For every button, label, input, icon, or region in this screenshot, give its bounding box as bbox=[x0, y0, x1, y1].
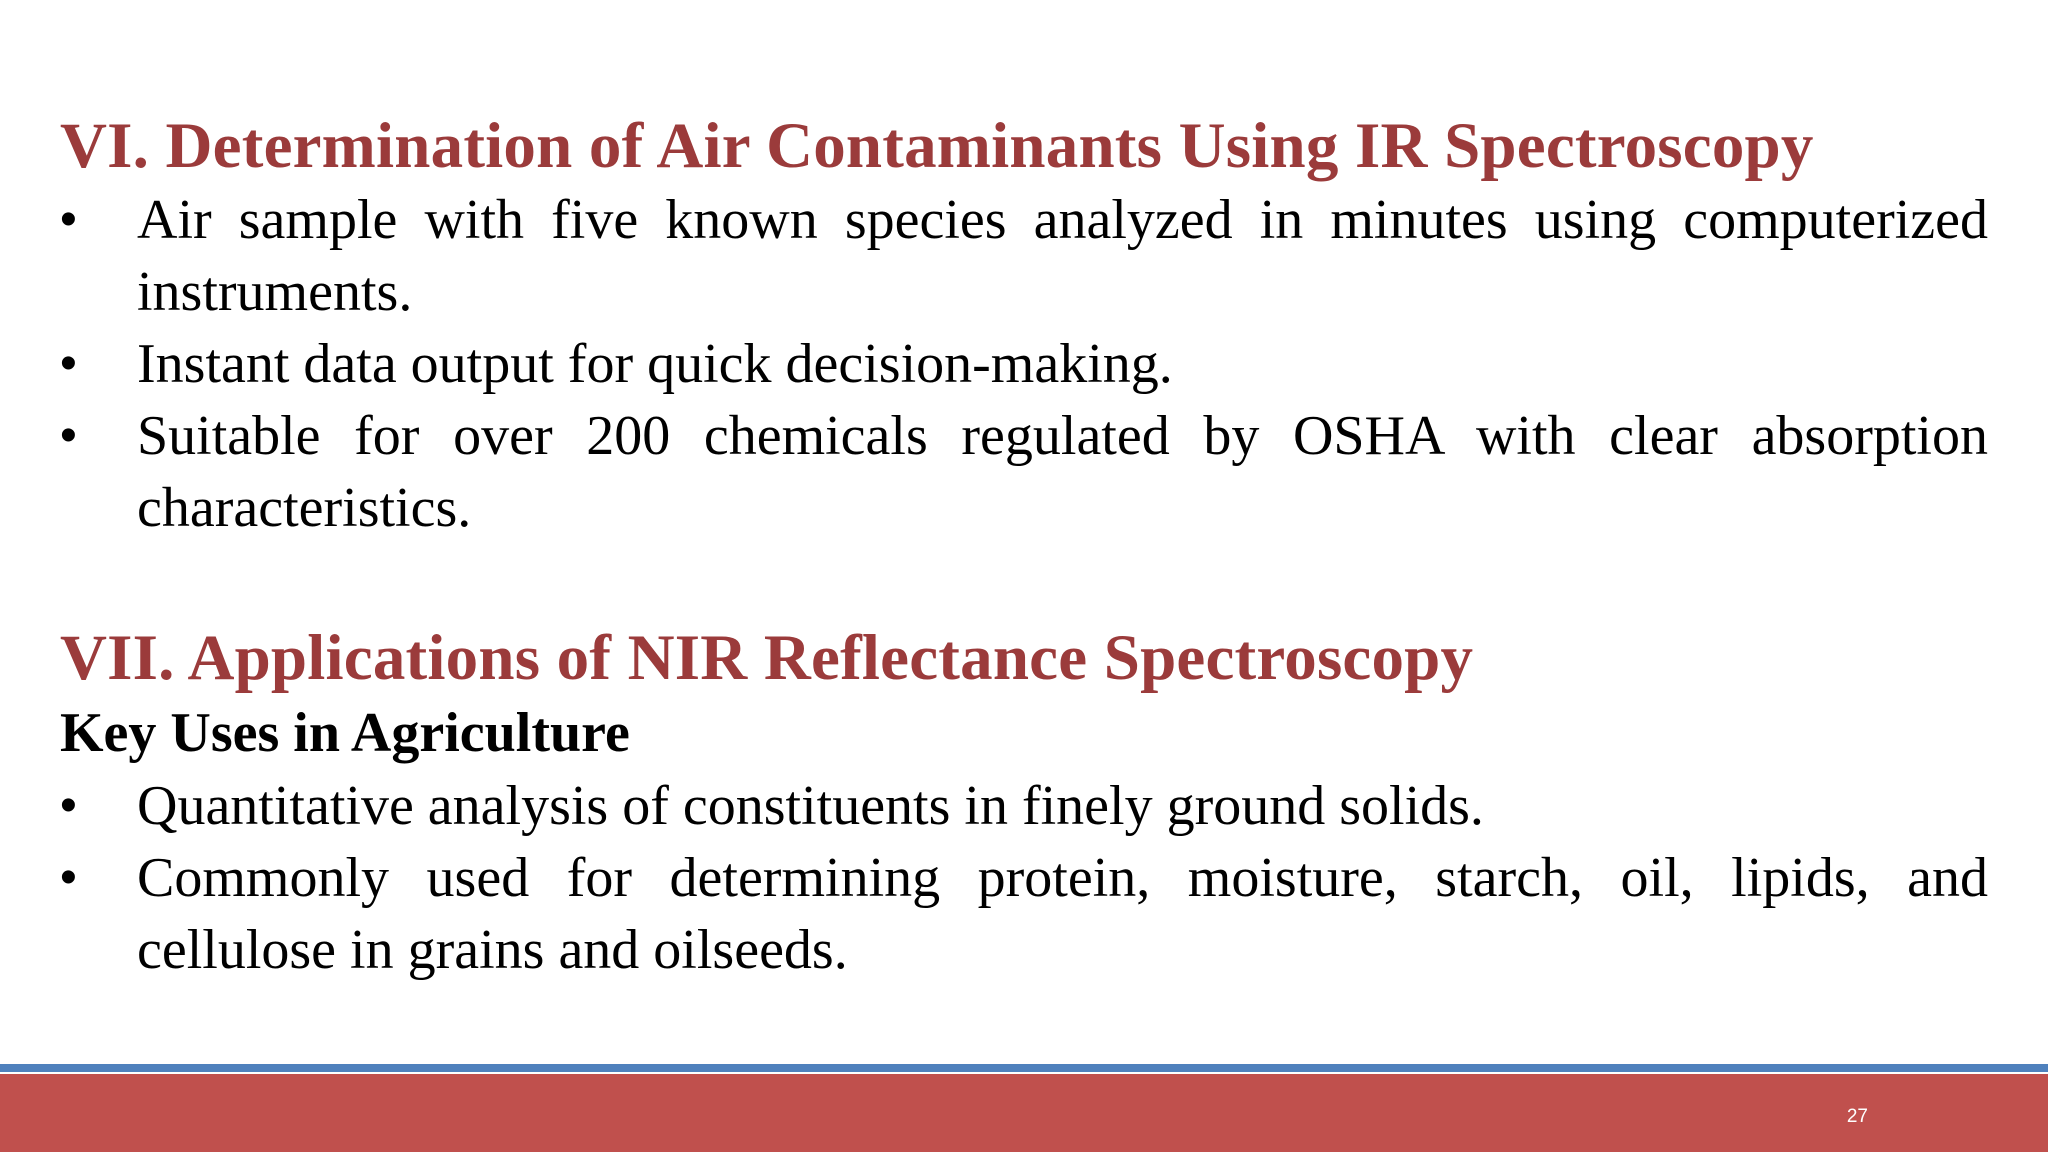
slide-content bbox=[60, 108, 1988, 986]
bullet-icon: • bbox=[60, 193, 77, 246]
bullet-icon: • bbox=[60, 337, 77, 390]
footer-bar bbox=[0, 1074, 2048, 1152]
bullet-list bbox=[60, 770, 1988, 986]
bullet-text: Commonly used for determining protein, moisture, starch, oil, lipids, and cellulose in grains and oilseeds. bbox=[137, 847, 1988, 981]
list-item bbox=[60, 842, 1988, 986]
bullet-icon: • bbox=[60, 409, 77, 462]
bullet-text: Suitable for over 200 chemicals regulated by OSHA with clear absorption characteristics. bbox=[137, 405, 1988, 539]
list-item bbox=[60, 770, 1988, 842]
page-number: 27 bbox=[1846, 1106, 1868, 1127]
list-item bbox=[60, 328, 1988, 400]
footer-accent-line bbox=[0, 1064, 2048, 1072]
section-subtitle: Key Uses in Agriculture bbox=[60, 702, 630, 764]
bullet-icon: • bbox=[60, 779, 77, 832]
list-item bbox=[60, 400, 1988, 544]
section-nir-applications bbox=[60, 620, 1988, 986]
bullet-list bbox=[60, 184, 1988, 544]
list-item bbox=[60, 184, 1988, 328]
section-title: VI. Determination of Air Contaminants Using IR Spectroscopy bbox=[60, 110, 1814, 182]
bullet-icon: • bbox=[60, 851, 77, 904]
section-title: VII. Applications of NIR Reflectance Spectroscopy bbox=[60, 622, 1474, 694]
bullet-text: Instant data output for quick decision-making. bbox=[137, 333, 1173, 395]
section-air-contaminants bbox=[60, 108, 1988, 544]
bullet-text: Air sample with five known species analyzed in minutes using computerized instruments. bbox=[137, 189, 1988, 323]
bullet-text: Quantitative analysis of constituents in finely ground solids. bbox=[137, 775, 1484, 837]
